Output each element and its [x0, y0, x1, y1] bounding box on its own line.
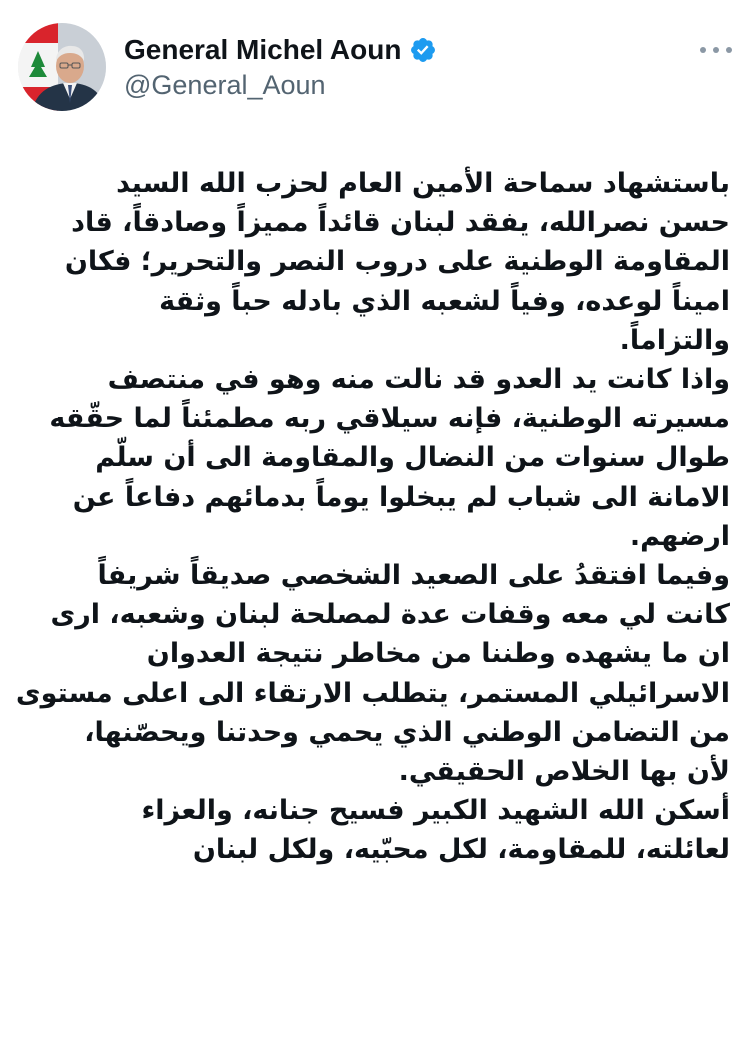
- dot: [700, 47, 706, 53]
- tweet-line: من التضامن الوطني الذي يحمي وحدتنا ويحصّنها،: [84, 716, 730, 748]
- tweet-line: الاسرائيلي المستمر، يتطلب الارتقاء الى اعلى مستوى: [15, 677, 730, 709]
- tweet-line: واذا كانت يد العدو قد نالت منه وهو في منتصف: [107, 364, 730, 396]
- tweet-text: [15, 164, 730, 870]
- tweet-line: طوال سنوات من النضال والمقاومة الى أن سلّم: [95, 442, 730, 474]
- handle[interactable]: @General_Aoun: [124, 70, 326, 100]
- verified-badge-icon: [409, 36, 437, 64]
- author-info: [124, 32, 437, 101]
- name-row: [124, 32, 437, 68]
- tweet-line: ان ما يشهده وطننا من مخاطر نتيجة العدوان: [146, 638, 730, 670]
- tweet-line: كانت لي معه وقفات عدة لمصلحة لبنان وشعبه، ارى: [50, 599, 730, 631]
- avatar[interactable]: [18, 23, 106, 111]
- tweet-line: أسكن الله الشهيد الكبير فسيح جنانه، والعزاء: [141, 795, 730, 827]
- display-name[interactable]: General Michel Aoun: [124, 34, 402, 65]
- dot: [726, 47, 732, 53]
- tweet-line: وفيما افتقدُ على الصعيد الشخصي صديقاً شريفاً: [97, 560, 730, 592]
- avatar-image: [18, 23, 106, 111]
- tweet-line: مسيرته الوطنية، فإنه سيلاقي ربه مطمئناً لما حقّقه: [49, 403, 730, 435]
- dot: [713, 47, 719, 53]
- tweet-line: حسن نصرالله، يفقد لبنان قائداً مميزاً وصادقاً، قاد: [71, 207, 730, 239]
- more-options-icon[interactable]: [700, 40, 732, 60]
- tweet-line: المقاومة الوطنية على دروب النصر والتحرير؛ فكان: [64, 246, 730, 278]
- tweet-line: باستشهاد سماحة الأمين العام لحزب الله السيد: [116, 168, 730, 199]
- tweet-line: اميناً لوعده، وفياً لشعبه الذي بادله حباً وثقة: [159, 285, 730, 317]
- tweet-line: لأن بها الخلاص الحقيقي.: [398, 756, 730, 788]
- tweet-line: الامانة الى شباب لم يبخلوا يوماً بدمائهم دفاعاً عن: [72, 481, 730, 513]
- tweet-line: ارضهم.: [629, 520, 730, 552]
- tweet-line: والتزاماً.: [619, 324, 730, 356]
- tweet-line: لعائلته، للمقاومة، لكل محبّيه، ولكل لبنان: [192, 834, 730, 866]
